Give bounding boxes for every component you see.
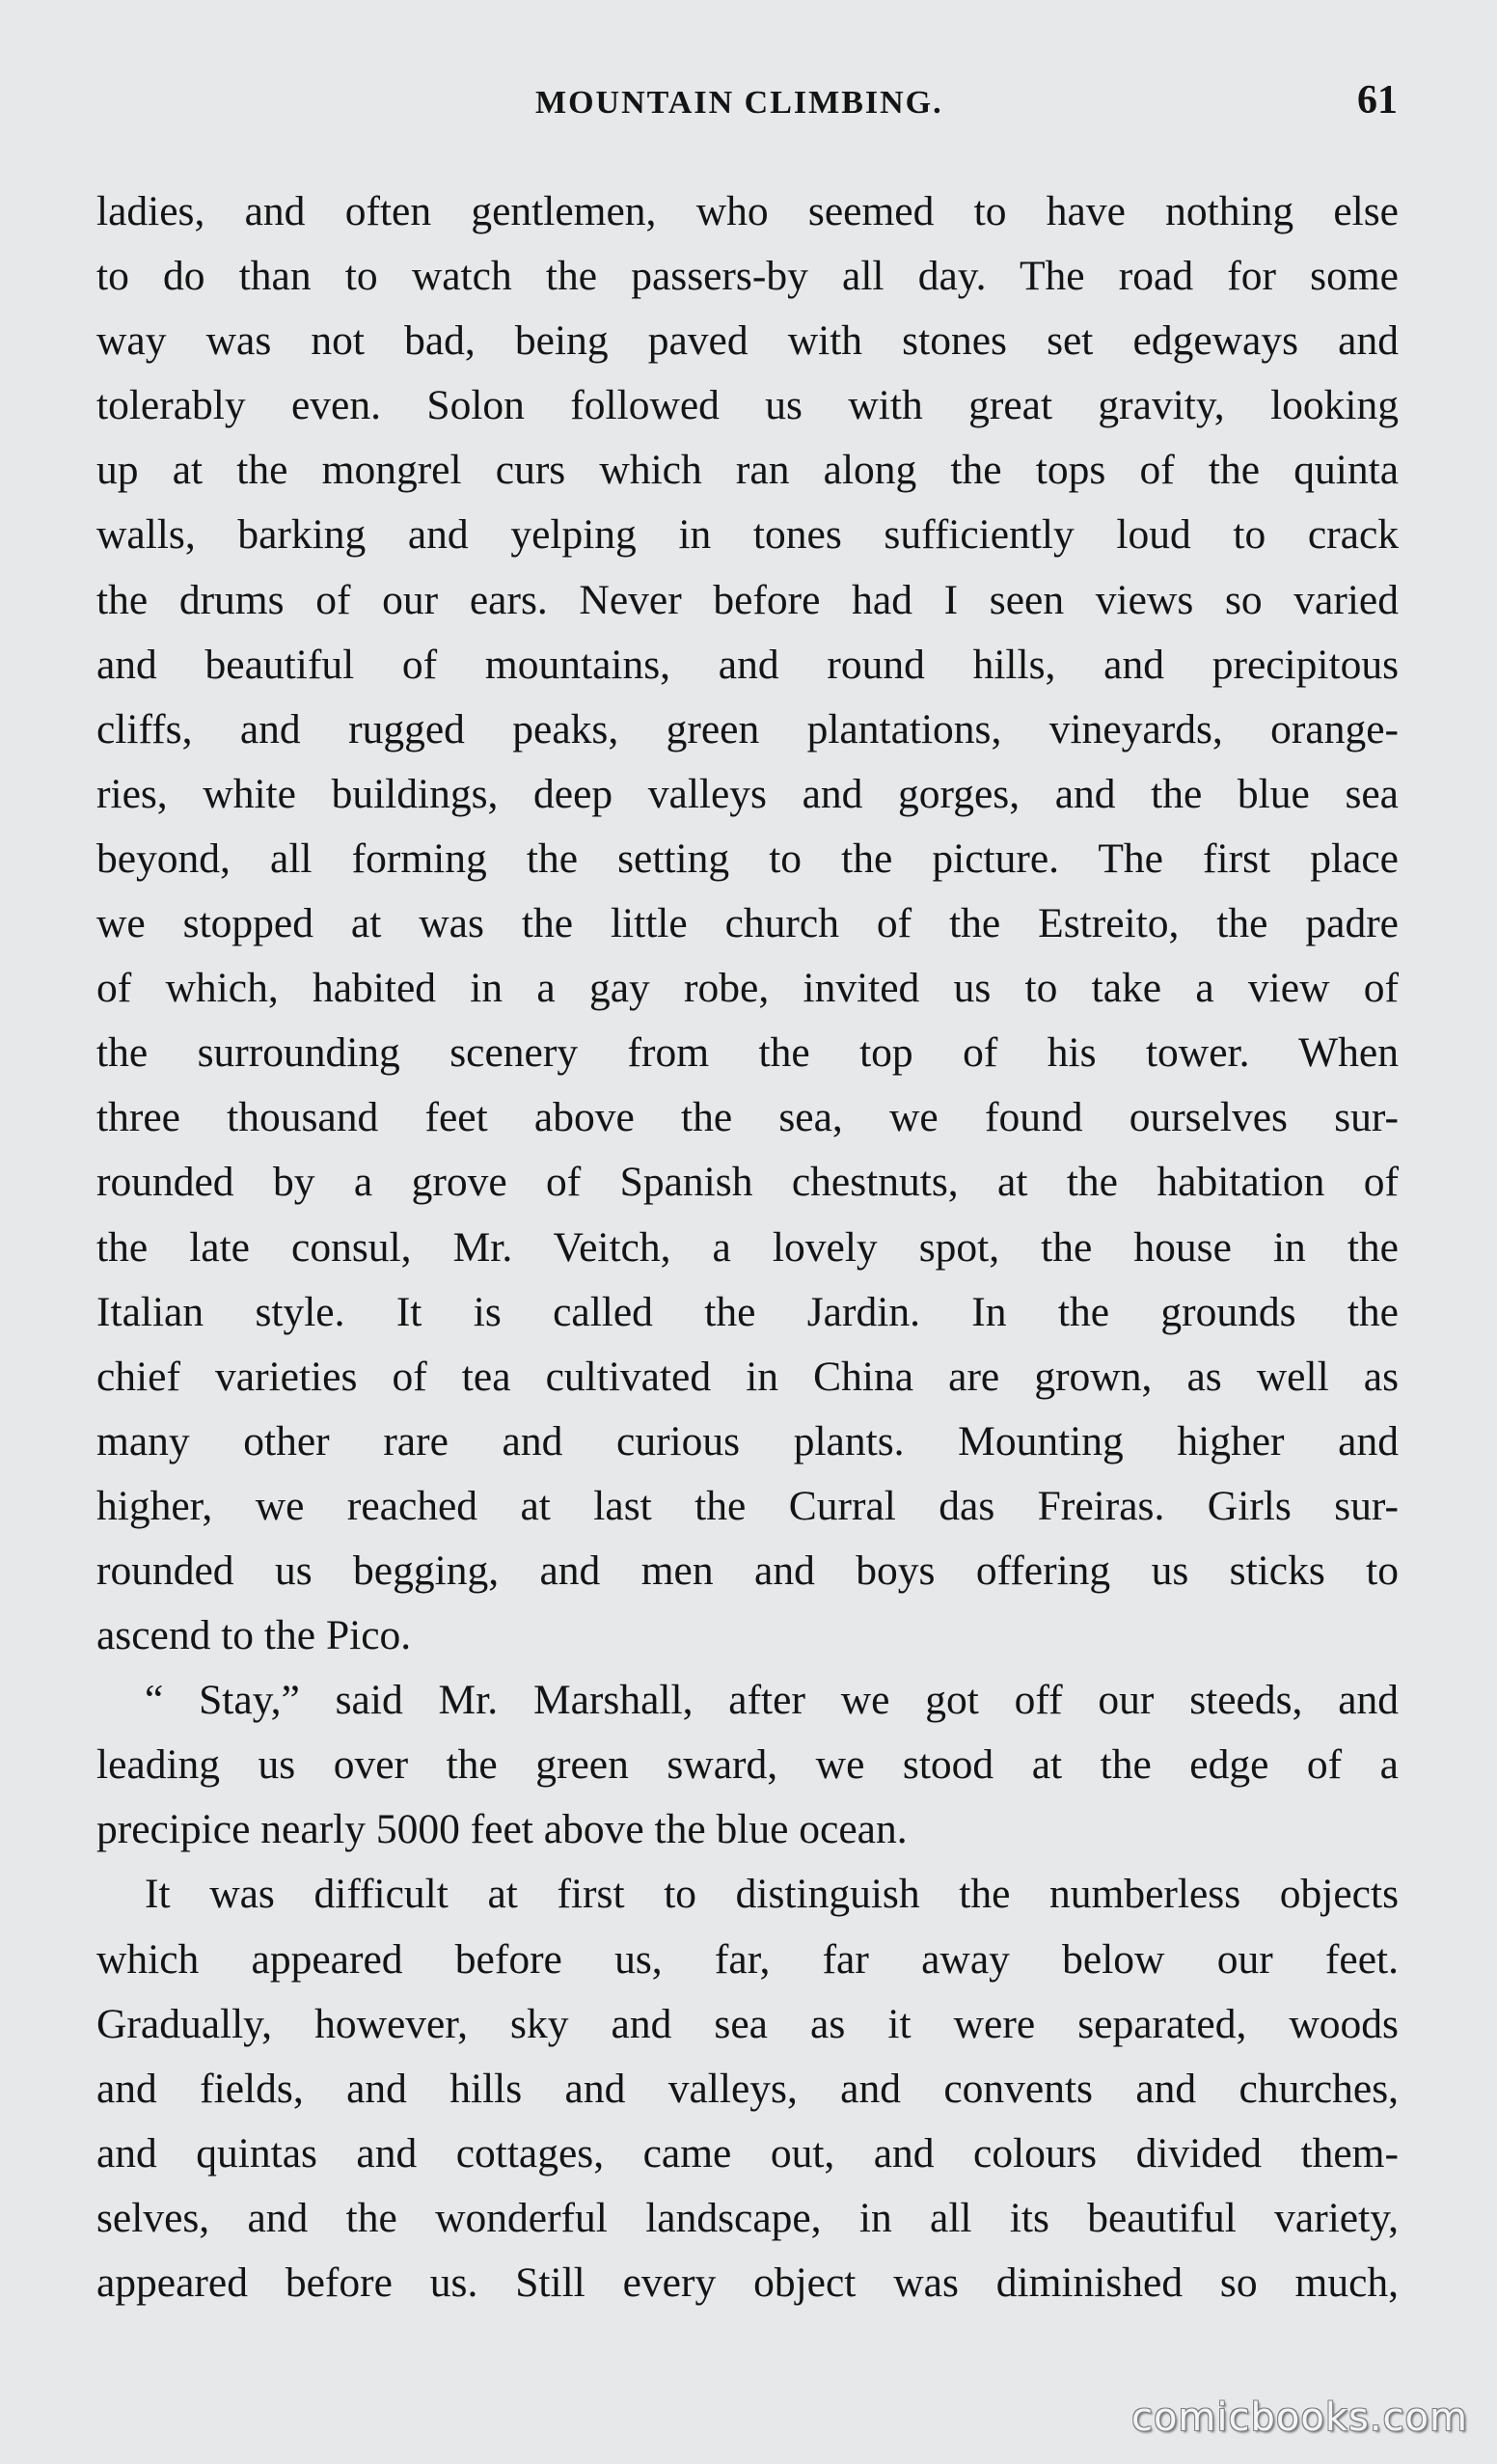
text-line: the drums of our ears. Never before had I seen views so varied <box>96 576 1399 623</box>
text-line: tolerably even. Solon followed us with great gravity, looking <box>96 382 1399 429</box>
text-line: rounded by a grove of Spanish chestnuts, at the habitation of <box>96 1159 1399 1206</box>
text-line: ries, white buildings, deep valleys and gorges, and the blue sea <box>96 770 1399 817</box>
text-line: ladies, and often gentlemen, who seemed to have nothing else <box>96 188 1399 234</box>
text-line: “ Stay,” said Mr. Marshall, after we got off our steeds, and <box>145 1677 1399 1724</box>
text-line: we stopped at was the little church of the Estreito, the padre <box>96 900 1399 947</box>
text-line: It was difficult at first to distinguish the numberless objects <box>145 1871 1399 1918</box>
watermark: comicbooks.com <box>1130 2396 1468 2440</box>
text-line: way was not bad, being paved with stones set edgeways and <box>96 317 1399 365</box>
text-line: and beautiful of mountains, and round hills, and precipitous <box>96 641 1399 688</box>
text-line: of which, habited in a gay robe, invited us to take a view of <box>96 965 1399 1012</box>
text-line: rounded us begging, and men and boys offering us sticks to <box>96 1547 1399 1594</box>
text-line: which appeared before us, far, far away below our feet. <box>96 1935 1399 1983</box>
text-line: precipice nearly 5000 feet above the blue ocean. <box>96 1806 908 1853</box>
text-line: ascend to the Pico. <box>96 1612 412 1659</box>
text-line: to do than to watch the passers-by all day. The road for some <box>96 253 1399 300</box>
text-line: chief varieties of tea cultivated in China are grown, as well as <box>96 1353 1399 1400</box>
text-line: Italian style. It is called the Jardin. In the grounds the <box>96 1288 1399 1335</box>
text-line: and quintas and cottages, came out, and colours divided them- <box>96 2129 1399 2177</box>
text-line: appeared before us. Still every object was diminished so much, <box>96 2259 1399 2306</box>
text-line: the surrounding scenery from the top of his tower. When <box>96 1029 1399 1077</box>
text-line: leading us over the green sward, we stood at the edge of a <box>96 1741 1399 1789</box>
text-line: Gradually, however, sky and sea as it were separated, woods <box>96 2000 1399 2047</box>
text-line: beyond, all forming the setting to the picture. The first place <box>96 835 1399 882</box>
text-line: higher, we reached at last the Curral das Freiras. Girls sur- <box>96 1482 1399 1529</box>
text-line: walls, barking and yelping in tones sufficiently loud to crack <box>96 511 1399 559</box>
text-line: up at the mongrel curs which ran along the tops of the quinta <box>96 447 1399 494</box>
text-line: and fields, and hills and valleys, and convents and churches, <box>96 2065 1399 2112</box>
text-line: three thousand feet above the sea, we found ourselves sur- <box>96 1094 1399 1141</box>
text-line: many other rare and curious plants. Mounting higher and <box>96 1417 1399 1465</box>
body-text <box>96 179 1399 2315</box>
running-head: MOUNTAIN CLIMBING. <box>535 85 943 121</box>
text-line: cliffs, and rugged peaks, green plantations, vineyards, orange- <box>96 705 1399 753</box>
text-line: the late consul, Mr. Veitch, a lovely spot, the house in the <box>96 1223 1399 1271</box>
page-number: 61 <box>1357 78 1398 123</box>
text-line: selves, and the wonderful landscape, in all its beautiful variety, <box>96 2194 1399 2241</box>
